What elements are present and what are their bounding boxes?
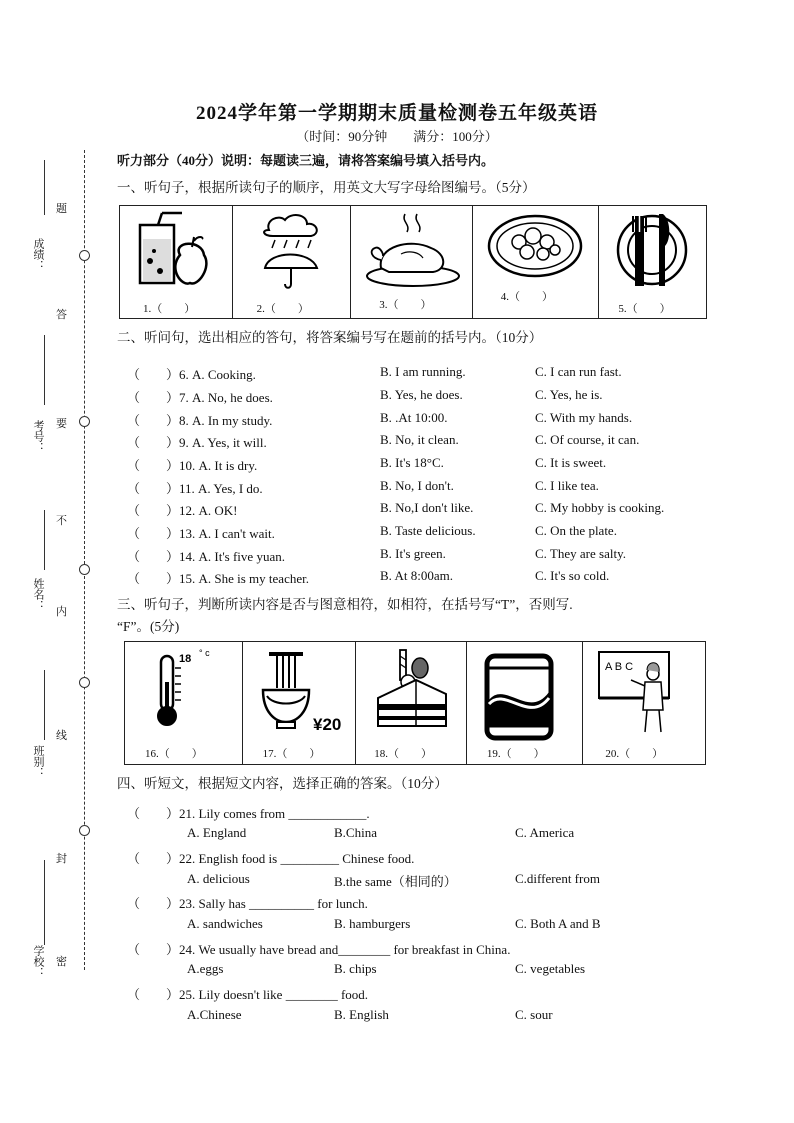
- question-row: [127, 848, 727, 868]
- blank-line-name: [44, 510, 45, 570]
- section3-heading: 三、听句子，判断所读内容是否与图意相符，如相符，在括号写“T”，否则写.: [117, 597, 573, 612]
- section3-heading-cont: “F”。(5分): [117, 619, 180, 634]
- option-b: B. It's 18°C.: [380, 455, 444, 470]
- section1-heading: 一、听句子，根据所读句子的顺序，用英文大写字母给图编号。（5分）: [117, 180, 536, 195]
- blackboard-letters: A B C: [605, 661, 634, 673]
- price-label: ¥20: [312, 715, 341, 734]
- question-text: （ ）22. English food is _________ Chinese food.: [127, 851, 415, 866]
- question-text: （ ）7. A. No, he does.: [127, 390, 273, 405]
- picture-caption: 1.（ ）: [143, 303, 196, 315]
- option-b: B. chips: [334, 961, 377, 976]
- question-text: （ ）6. A. Cooking.: [127, 367, 256, 382]
- can-drink-icon: [481, 650, 561, 742]
- option-b: B. hamburgers: [334, 916, 411, 931]
- picture-cell: [599, 206, 706, 318]
- question-row: [127, 364, 727, 384]
- option-c: C. I can run fast.: [535, 364, 622, 379]
- option-b: B. No,I don't like.: [380, 500, 474, 515]
- picture-caption: 17.（ ）: [262, 748, 321, 760]
- blank-line-score: [44, 160, 45, 215]
- picture-caption: 5.（ ）: [618, 303, 671, 315]
- margin-char: 要: [56, 418, 67, 430]
- section3-picture-strip: [124, 641, 706, 765]
- option-c: C. I like tea.: [535, 478, 599, 493]
- option-a: A.eggs: [187, 961, 224, 976]
- options-row: [127, 871, 727, 891]
- option-a: A. sandwiches: [187, 916, 263, 931]
- picture-cell: [583, 642, 705, 764]
- option-b: B. At 8:00am.: [380, 568, 453, 583]
- picture-cell: [467, 642, 584, 764]
- picture-caption: 16.（ ）: [145, 748, 203, 760]
- question-text: （ ）21. Lily comes from ____________.: [127, 806, 370, 821]
- question-row: [127, 410, 727, 430]
- options-row: [127, 825, 727, 845]
- question-row: [127, 568, 727, 588]
- option-b: B. No, I don't.: [380, 478, 454, 493]
- teacher-blackboard-icon: [595, 648, 695, 740]
- thermometer-reading: 18: [179, 653, 192, 665]
- option-c: C. Of course, it can.: [535, 432, 640, 447]
- option-a: A. England: [187, 825, 247, 840]
- blank-line-id: [44, 335, 45, 405]
- margin-char: 答: [56, 309, 67, 321]
- label-name: 姓名：: [32, 578, 44, 611]
- question-row: [127, 803, 727, 823]
- question-row: [127, 893, 727, 913]
- binding-dashed-line: [84, 150, 85, 970]
- option-b: B.China: [334, 825, 377, 840]
- question-text: （ ）11. A. Yes, I do.: [127, 481, 263, 496]
- listening-intro: 听力部分（40分）说明：每题读三遍，请将答案编号填入括号内。: [117, 153, 495, 168]
- options-row: [127, 961, 727, 981]
- question-row: [127, 478, 727, 498]
- option-c: C. On the plate.: [535, 523, 617, 538]
- option-a: A. delicious: [187, 871, 250, 886]
- section4-heading: 四、听短文，根据短文内容，选择正确的答案。（10分）: [117, 776, 448, 791]
- plate-fork-knife-icon: [607, 210, 697, 290]
- option-c: C. My hobby is cooking.: [535, 500, 665, 515]
- picture-caption: 20.（ ）: [605, 748, 664, 760]
- option-b: B. English: [334, 1007, 389, 1022]
- picture-cell: [473, 206, 600, 318]
- question-text: （ ）9. A. Yes, it will.: [127, 435, 267, 450]
- juice-and-apple-icon: [132, 211, 222, 291]
- roast-chicken-icon: [361, 210, 461, 290]
- salad-bowl-icon: [485, 210, 585, 284]
- option-b: B. Taste delicious.: [380, 523, 476, 538]
- margin-char: 题: [56, 203, 67, 215]
- blank-line-school: [44, 860, 45, 945]
- question-text: （ ）10. A. It is dry.: [127, 458, 258, 473]
- option-b: B. Yes, he does.: [380, 387, 463, 402]
- picture-caption: 18.（ ）: [374, 748, 432, 760]
- label-class: 班别：: [32, 745, 44, 778]
- exam-time-info: （时间：90分钟 满分：100分）: [296, 129, 498, 144]
- option-b: B. I am running.: [380, 364, 466, 379]
- margin-char: 线: [56, 730, 67, 742]
- question-text: （ ）8. A. In my study.: [127, 413, 273, 428]
- label-score: 成绩：: [32, 238, 44, 271]
- question-row: [127, 939, 727, 959]
- picture-cell: [233, 206, 352, 318]
- question-text: （ ）24. We usually have bread and________ for breakfast in China.: [127, 942, 511, 957]
- margin-char: 密: [56, 956, 67, 968]
- option-c: C. They are salty.: [535, 546, 626, 561]
- option-c: C. America: [515, 825, 575, 840]
- option-c: C.different from: [515, 871, 600, 886]
- option-b: B. No, it clean.: [380, 432, 459, 447]
- option-a: A.Chinese: [187, 1007, 242, 1022]
- picture-caption: 19.（ ）: [486, 748, 545, 760]
- binding-hole: [79, 250, 90, 261]
- question-row: [127, 455, 727, 475]
- picture-cell: [351, 206, 473, 318]
- label-exam-number: 考号：: [32, 420, 44, 453]
- option-c: C. It's so cold.: [535, 568, 610, 583]
- question-text: （ ）13. A. I can't wait.: [127, 526, 275, 541]
- binding-hole: [79, 416, 90, 427]
- cake-icon: [362, 646, 462, 736]
- picture-cell: [120, 206, 233, 318]
- options-row: [127, 1007, 727, 1027]
- binding-hole: [79, 564, 90, 575]
- question-row: [127, 387, 727, 407]
- picture-cell: [125, 642, 243, 764]
- question-row: [127, 523, 727, 543]
- picture-cell: [243, 642, 357, 764]
- blank-line-class: [44, 670, 45, 740]
- thermometer-unit: ° c: [199, 648, 210, 658]
- question-row: [127, 432, 727, 452]
- question-row: [127, 500, 727, 520]
- thermometer-icon: [135, 648, 235, 732]
- options-row: [127, 916, 727, 936]
- question-text: （ ）14. A. It's five yuan.: [127, 549, 285, 564]
- question-row: [127, 546, 727, 566]
- rain-umbrella-icon: [247, 210, 337, 290]
- option-b: B. It's green.: [380, 546, 446, 561]
- section1-picture-strip: [119, 205, 707, 319]
- option-b: B. .At 10:00.: [380, 410, 448, 425]
- option-c: C. It is sweet.: [535, 455, 607, 470]
- question-text: （ ）12. A. OK!: [127, 503, 238, 518]
- picture-cell: [356, 642, 467, 764]
- option-b: B.the same（相同的）: [334, 874, 457, 889]
- question-text: （ ）25. Lily doesn't like ________ food.: [127, 987, 369, 1002]
- picture-caption: 4.（ ）: [500, 291, 554, 303]
- noodles-icon: [253, 648, 353, 740]
- option-c: C. With my hands.: [535, 410, 633, 425]
- section2-heading: 二、听问句，选出相应的答句，将答案编号写在题前的括号内。（10分）: [117, 330, 543, 345]
- question-text: （ ）23. Sally has __________ for lunch.: [127, 896, 368, 911]
- option-c: C. sour: [515, 1007, 553, 1022]
- question-text: （ ）15. A. She is my teacher.: [127, 571, 309, 586]
- margin-char: 封: [56, 853, 67, 865]
- option-c: C. Yes, he is.: [535, 387, 603, 402]
- question-row: [127, 984, 727, 1004]
- option-c: C. Both A and B: [515, 916, 601, 931]
- picture-caption: 2.（ ）: [256, 303, 309, 315]
- margin-char: 内: [56, 606, 67, 618]
- label-school: 学校：: [32, 945, 44, 978]
- picture-caption: 3.（ ）: [379, 299, 432, 311]
- binding-hole: [79, 677, 90, 688]
- page-title: 2024学年第一学期期末质量检测卷五年级英语: [195, 103, 598, 124]
- option-c: C. vegetables: [515, 961, 586, 976]
- margin-char: 不: [56, 515, 67, 527]
- binding-hole: [79, 825, 90, 836]
